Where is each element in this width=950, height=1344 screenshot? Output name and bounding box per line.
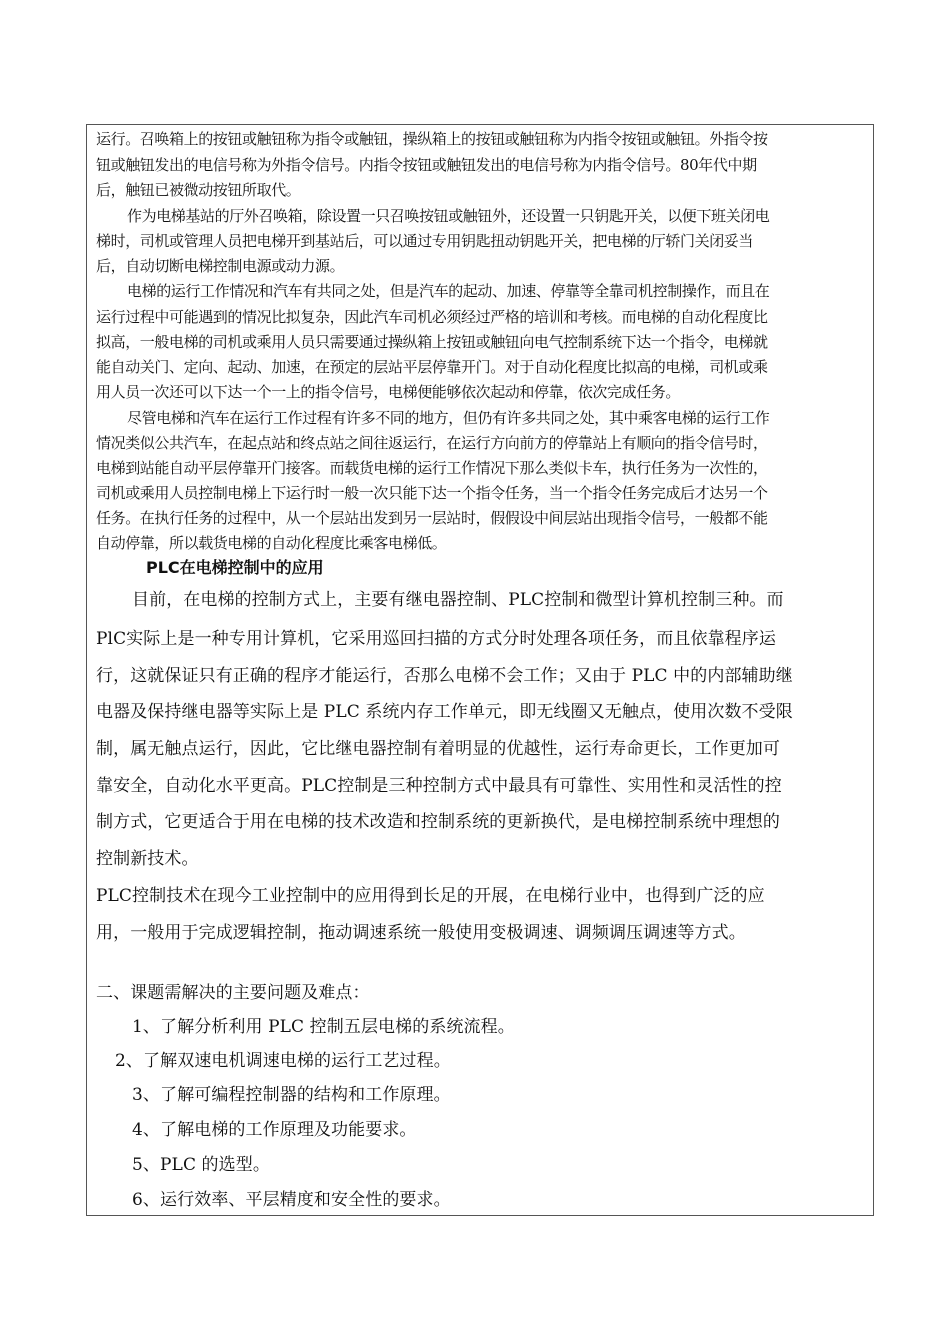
text-line: 控制新技术。 xyxy=(96,849,199,869)
text-line: 拟高，一般电梯的司机或乘用人员只需要通过操纵箱上按钮或触钮向电气控制系统下达一个指令，电梯就 xyxy=(96,333,768,351)
list-item: 4、了解电梯的工作原理及功能要求。 xyxy=(132,1120,417,1140)
text-line: 用，一般用于完成逻辑控制，拖动调速系统一般使用变极调速、调频调压调速等方式。 xyxy=(96,923,746,943)
text-line: 靠安全，自动化水平更高。PLC控制是三种控制方式中最具有可靠性、实用性和灵活性的控 xyxy=(96,776,782,796)
text-line: 制，属无触点运行，因此，它比继电器控制有着明显的优越性，运行寿命更长，工作更加可 xyxy=(96,739,780,759)
text-line: 梯时，司机或管理人员把电梯开到基站后，可以通过专用钥匙扭动钥匙开关，把电梯的厅轿门关闭妥当 xyxy=(96,232,754,250)
text-line: 运行过程中可能遇到的情况比拟复杂，因此汽车司机必须经过严格的培训和考核。而电梯的自动化程度比 xyxy=(96,308,768,326)
list-item: 6、运行效率、平层精度和安全性的要求。 xyxy=(132,1190,451,1210)
text-line: 后，自动切断电梯控制电源或动力源。 xyxy=(96,257,345,275)
text-line: 情况类似公共汽车，在起点站和终点站之间往返运行，在运行方向前方的停靠站上有顺向的指令信号时， xyxy=(96,434,768,452)
text-line: 电梯到站能自动平层停靠开门接客。而载货电梯的运行工作情况下那么类似卡车，执行任务为一次性的， xyxy=(96,459,768,477)
text-line: PlC实际上是一种专用计算机，它采用巡回扫描的方式分时处理各项任务，而且依靠程序运 xyxy=(96,629,776,649)
text-line: 电梯的运行工作情况和汽车有共同之处，但是汽车的起动、加速、停靠等全靠司机控制操作，而且在 xyxy=(127,282,770,300)
text-line: 目前，在电梯的控制方式上，主要有继电器控制、PLC控制和微型计算机控制三种。而 xyxy=(132,590,784,610)
text-line: 运行。召唤箱上的按钮或触钮称为指令或触钮，操纵箱上的按钮或触钮称为内指令按钮或触钮。外指令按 xyxy=(96,130,768,148)
text-line: 钮或触钮发出的电信号称为外指令信号。内指令按钮或触钮发出的电信号称为内指令信号。80年代中期 xyxy=(96,156,757,174)
list-item: 5、PLC 的选型。 xyxy=(132,1155,270,1175)
list-item: 1、了解分析利用 PLC 控制五层电梯的系统流程。 xyxy=(132,1017,515,1037)
text-line: 能自动关门、定向、起动、加速，在预定的层站平层停靠开门。对于自动化程度比拟高的电梯，司机或乘 xyxy=(96,358,768,376)
text-line: 尽管电梯和汽车在运行工作过程有许多不同的地方，但仍有许多共同之处，其中乘客电梯的运行工作 xyxy=(127,409,770,427)
text-line: 行，这就保证只有正确的程序才能运行，否那么电梯不会工作；又由于 PLC 中的内部辅助继 xyxy=(96,666,793,686)
list-item: 3、了解可编程控制器的结构和工作原理。 xyxy=(132,1085,451,1105)
problems-title: 二、课题需解决的主要问题及难点： xyxy=(96,983,370,1003)
text-line: 自动停靠，所以载货电梯的自动化程度比乘客电梯低。 xyxy=(96,534,447,552)
text-line: 后，触钮已被微动按钮所取代。 xyxy=(96,181,301,199)
text-line: 电器及保持继电器等实际上是 PLC 系统内存工作单元，即无线圈又无触点，使用次数不受限 xyxy=(96,702,793,722)
text-line: 制方式，它更适合于用在电梯的技术改造和控制系统的更新换代，是电梯控制系统中理想的 xyxy=(96,812,780,832)
text-line: 作为电梯基站的厅外召唤箱，除设置一只召唤按钮或触钮外，还设置一只钥匙开关，以便下班关闭电 xyxy=(127,207,770,225)
text-line: PLC控制技术在现今工业控制中的应用得到长足的开展，在电梯行业中，也得到广泛的应 xyxy=(96,886,765,906)
text-line: 司机或乘用人员控制电梯上下运行时一般一次只能下达一个指令任务，当一个指令任务完成后才达另一个 xyxy=(96,484,768,502)
section-heading: PLC在电梯控制中的应用 xyxy=(146,558,324,577)
list-item: 2、了解双速电机调速电梯的运行工艺过程。 xyxy=(115,1051,451,1071)
text-line: 任务。在执行任务的过程中，从一个层站出发到另一层站时，假假设中间层站出现指令信号，一般都不能 xyxy=(96,509,768,527)
text-line: 用人员一次还可以下达一个一上的指令信号，电梯便能够依次起动和停靠，依次完成任务。 xyxy=(96,383,681,401)
